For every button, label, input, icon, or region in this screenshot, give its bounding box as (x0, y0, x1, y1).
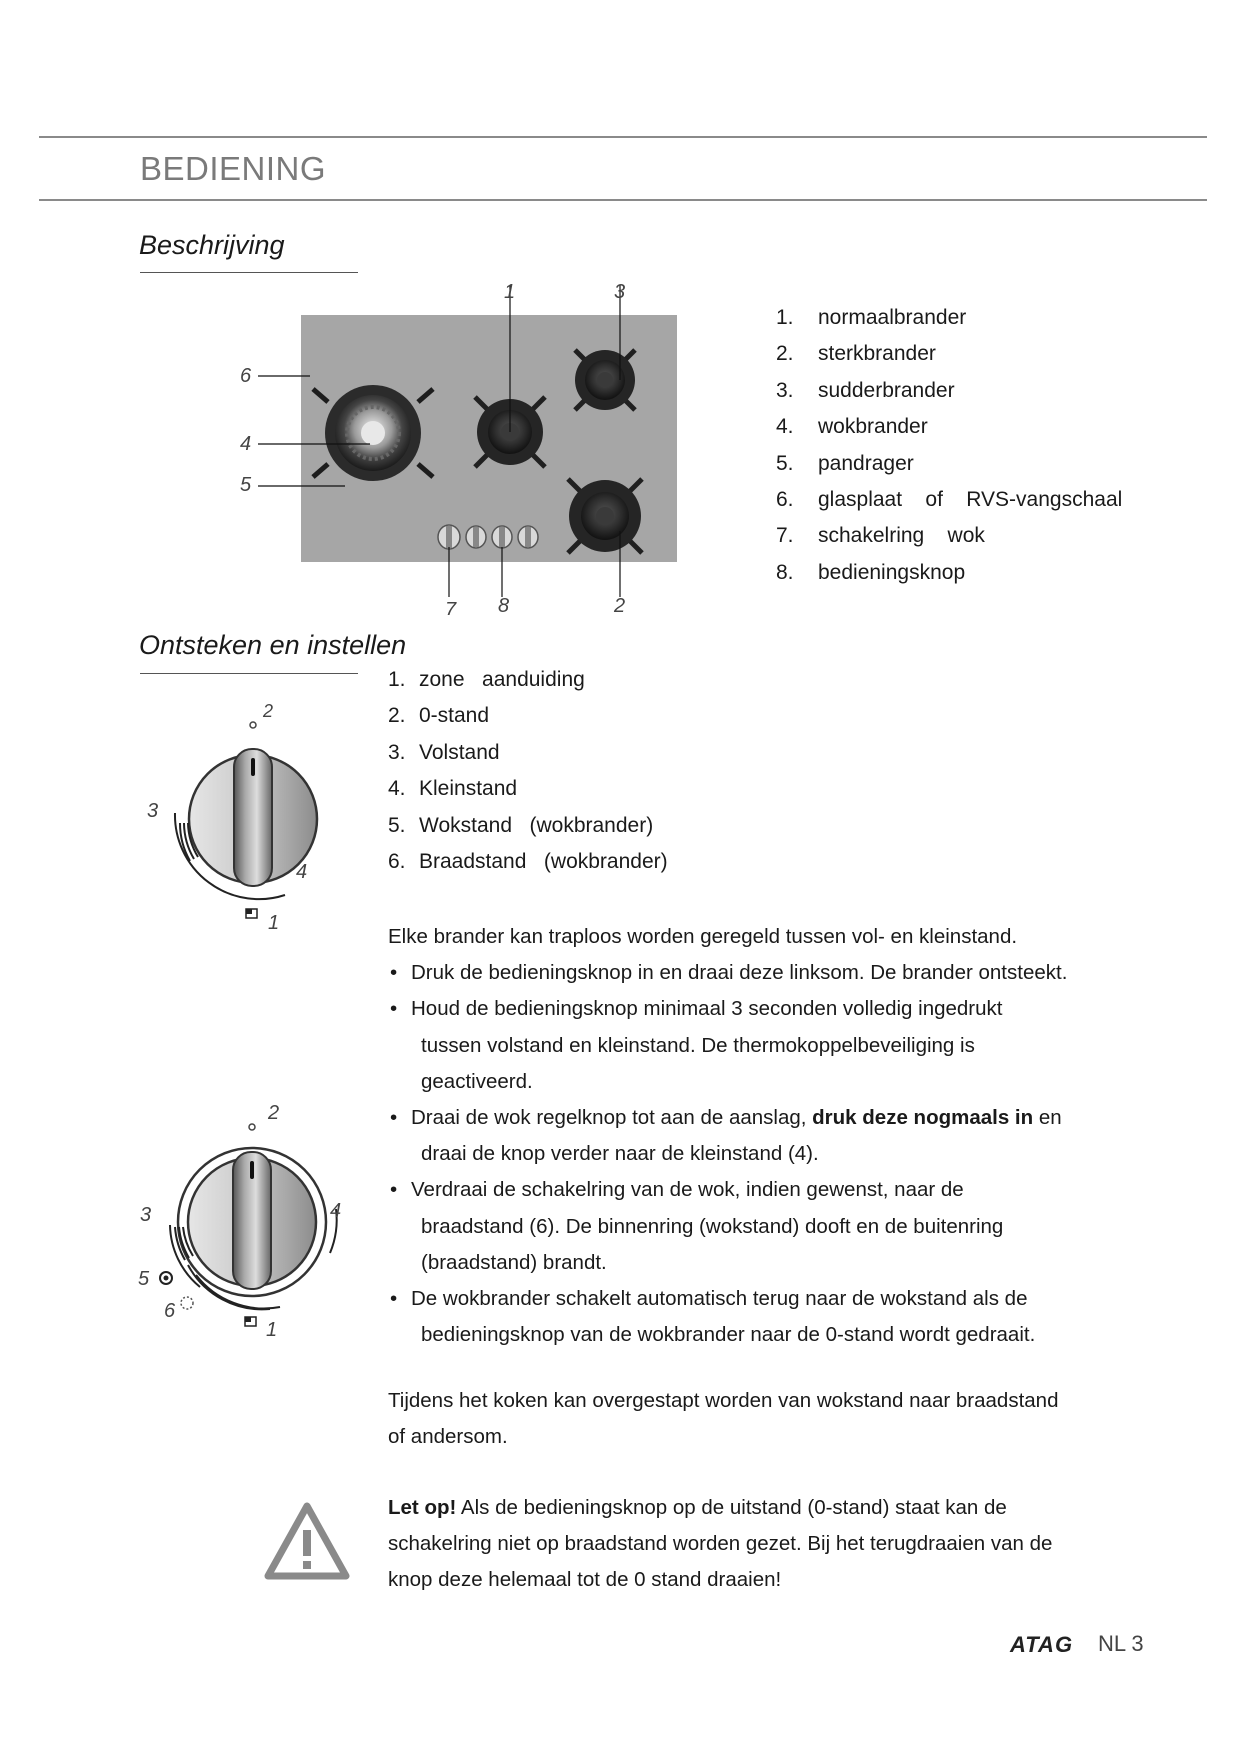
knob1-label-3: 3 (147, 800, 159, 822)
label-3: 3 (614, 281, 626, 303)
legend-item: 3. Volstand (388, 740, 500, 764)
bullet-item: • De wokbrander schakelt automatisch terug naar de wokstand als de (390, 1287, 1028, 1311)
label-2: 2 (614, 595, 626, 615)
bullet-item: • Druk de bedieningsknop in en draai deze linksom. De brander ontsteekt. (390, 961, 1068, 985)
label-6: 6 (240, 365, 252, 387)
bullet-continuation: tussen volstand en kleinstand. De thermokoppelbeveiliging is (421, 1033, 975, 1057)
section-rule-beschrijving (140, 272, 358, 273)
knob2-label-1: 1 (266, 1319, 278, 1341)
legend-item: 1. zone aanduiding (388, 668, 585, 691)
legend-item: 1. normaalbrander (776, 306, 967, 329)
legend-item: 3. sudderbrander (776, 378, 955, 402)
legend-item: 8. bedieningsknop (776, 560, 966, 584)
bullet-continuation: bedieningsknop van de wokbrander naar de 0-stand wordt gedraait. (421, 1323, 1036, 1347)
header-top-rule (39, 136, 1207, 138)
knob2-label-2: 2 (268, 1102, 280, 1124)
knob1-label-1: 1 (268, 912, 280, 934)
knob1-label-2: 2 (263, 701, 274, 721)
bullet-item: • Verdraai de schakelring van de wok, indien gewenst, naar de (390, 1178, 964, 1202)
cooktop-diagram (220, 275, 700, 615)
page-title: BEDIENING (140, 150, 327, 187)
knob2-label-3: 3 (140, 1204, 152, 1226)
legend-item: 6. glasplaat of RVS-vangschaal (776, 487, 1123, 511)
bullet-continuation: geactiveerd. (421, 1069, 533, 1093)
header-bottom-rule (39, 199, 1207, 201)
legend-item: 4. Kleinstand (388, 777, 518, 801)
instructions (388, 919, 1128, 1353)
knob2-label-4: 4 (330, 1200, 342, 1222)
section-rule-ontsteken (140, 673, 358, 674)
burner-legend (776, 306, 1122, 597)
label-5: 5 (240, 474, 252, 496)
paragraph-switching: Tijdens het koken kan overgestapt worden van wokstand naar braadstand of andersom. (388, 1389, 1059, 1449)
bullet-continuation: draai de knop verder naar de kleinstand (4). (421, 1142, 819, 1166)
label-7: 7 (445, 599, 457, 615)
legend-item: 5. Wokstand (wokbrander) (388, 813, 654, 837)
brand-logo: ATAG (1010, 1632, 1074, 1657)
knob-diagram-standard (135, 695, 365, 945)
knob-legend (388, 668, 668, 886)
label-4: 4 (240, 433, 252, 455)
simmer-burner (575, 350, 635, 410)
bullet-item: • Houd de bedieningsknop minimaal 3 seconden volledig ingedrukt (390, 997, 1003, 1021)
knob-diagram-wok (130, 1095, 370, 1355)
bullet-continuation: (braadstand) brandt. (421, 1250, 607, 1274)
legend-item: 4. wokbrander (776, 415, 928, 439)
legend-item: 7. schakelring wok (776, 524, 985, 548)
label-8: 8 (498, 595, 510, 615)
legend-item: 2. sterkbrander (776, 342, 936, 366)
bullet-continuation: braadstand (6). De binnenring (wokstand) dooft en de buitenring (421, 1214, 1004, 1238)
legend-item: 6. Braadstand (wokbrander) (388, 849, 668, 873)
knob2-label-5: 5 (138, 1268, 150, 1290)
warning-text: Let op! Als de bedieningsknop op de uitstand (0-stand) staat kan de schakelring niet op braadstand worden gezet. Bij het terugdraaien van de knop deze helemaal tot de 0 stand draaien! (388, 1496, 1053, 1592)
page-number: NL 3 (1098, 1631, 1144, 1656)
label-1: 1 (504, 281, 516, 303)
section-title-beschrijving: Beschrijving (139, 230, 285, 260)
knob1-label-4: 4 (296, 861, 308, 883)
knob2-label-6: 6 (164, 1300, 176, 1322)
legend-item: 2. 0-stand (388, 704, 490, 728)
warning-icon (262, 1500, 352, 1582)
section-title-ontsteken: Ontsteken en instellen (139, 630, 407, 660)
bullet-item: • Draai de wok regelknop tot aan de aanslag, druk deze nogmaals in en (390, 1106, 1062, 1130)
strong-burner (568, 479, 642, 553)
intro-text: Elke brander kan traploos worden geregeld tussen vol- en kleinstand. (388, 925, 1018, 948)
legend-item: 5. pandrager (776, 451, 914, 475)
